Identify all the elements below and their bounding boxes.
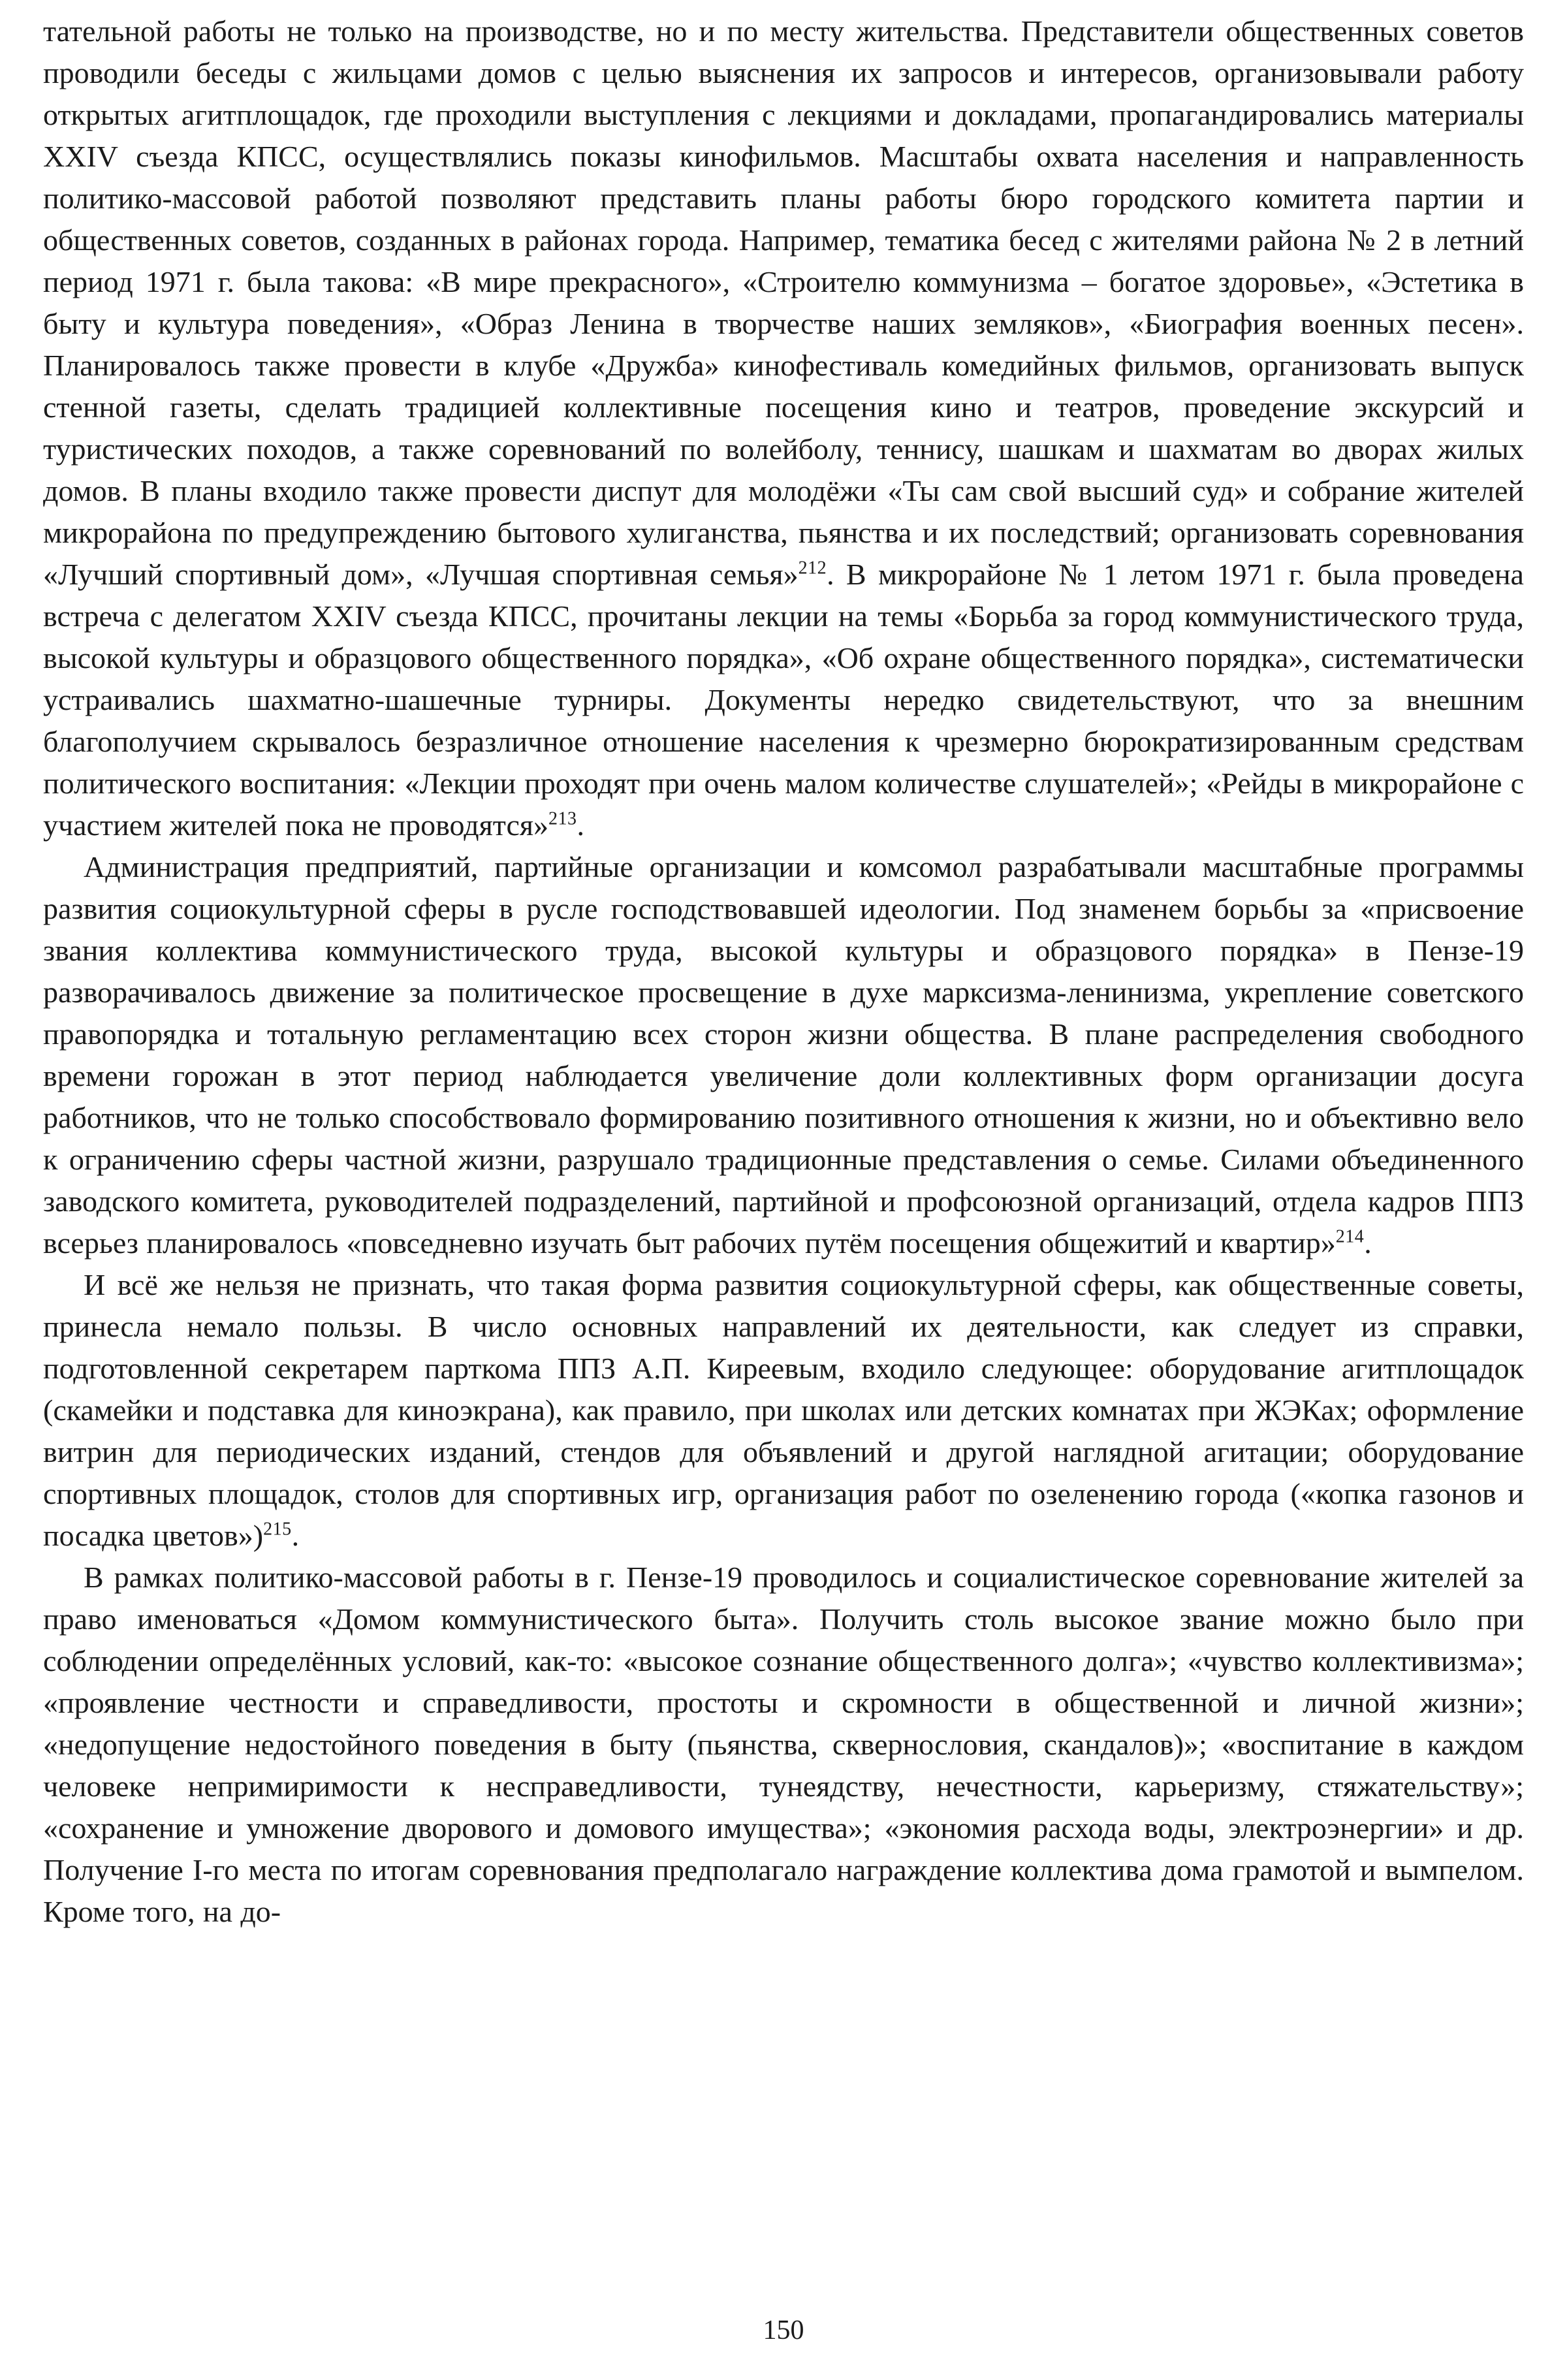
page-number: 150 [763,2315,804,2345]
paragraph-text: . [577,808,585,842]
paragraph-3 [43,1264,1524,1557]
paragraph-text: . В микрорайоне № 1 летом 1971 г. была проведена встреча с делегатом XXIV съезда КПСС, прочитаны лекции на темы «Борьба за город коммунистического труда, высокой культуры и образцового общественного порядка», «Об охране общественного порядка», систематически устраивались шахматно-шашечные турниры. Документы нередко свидетельствуют, что за внешним благополучием скрывалось безразличное отношение населения к чрезмерно бюрократизированным средствам политического воспитания: «Лекции проходят при очень малом количестве слушателей»; «Рейды в микрорайоне с участием жителей пока не проводятся» [43,558,1524,842]
paragraph-1 [43,10,1524,846]
paragraph-text: тательной работы не только на производстве, но и по месту жительства. Представители общественных советов проводили беседы с жильцами домов с целью выяснения их запросов и интересов, организовывали работу открытых агитплощадок, где проходили выступления с лекциями и докладами, пропагандировались материалы XXIV съезда КПСС, осуществлялись показы кинофильмов. Масштабы охвата населения и направленность политико-массовой работой позволяют представить планы работы бюро городского комитета партии и общественных советов, созданных в районах города. Например, тематика бесед с жителями района № 2 в летний период 1971 г. была такова: «В мире прекрасного», «Строителю коммунизма – богатое здоровье», «Эстетика в быту и культура поведения», «Образ Ленина в творчестве наших земляков», «Биография военных песен». Планировалось также провести в клубе «Дружба» кинофестиваль комедийных фильмов, организовать выпуск стенной газеты, сделать традицией коллективные посещения кино и театров, проведение экскурсий и туристических походов, а также соревнований по волейболу, теннису, шашкам и шахматам во дворах жилых домов. В планы входило также провести диспут для молодёжи «Ты сам свой высший суд» и собрание жителей микрорайона по предупреждению бытового хулиганства, пьянства и их последствий; организовать соревнования «Лучший спортивный дом», «Лучшая спортивная семья» [43,14,1524,591]
footnote-ref-214: 214 [1335,1226,1365,1247]
body-text [43,10,1524,1933]
paragraph-text: И всё же нельзя не признать, что такая форма развития социокультурной сферы, как общественные советы, принесла немало пользы. В число основных направлений их деятельности, как следует из справки, подготовленной секретарем парткома ППЗ А.П. Киреевым, входило следующее: оборудование агитплощадок (скамейки и подставка для киноэкрана), как правило, при школах или детских комнатах при ЖЭКах; оформление витрин для периодических изданий, стендов для объявлений и другой наглядной агитации; оборудование спортивных площадок, столов для спортивных игр, организация работ по озеленению города («копка газонов и посадка цветов») [43,1268,1524,1552]
footnote-ref-213: 213 [548,808,577,829]
footnote-ref-212: 212 [798,558,827,579]
paragraph-text: Администрация предприятий, партийные организации и комсомол разрабатывали масштабные программы развития социокультурной сферы в русле господствовавшей идеологии. Под знаменем борьбы за «присвоение звания коллектива коммунистического труда, высокой культуры и образцового порядка» в Пензе-19 разворачивалось движение за политическое просвещение в духе марксизма-ленинизма, укрепление советского правопорядка и тотальную регламентацию всех сторон жизни общества. В плане распределения свободного времени горожан в этот период наблюдается увеличение доли коллективных форм организации досуга работников, что не только способствовало формированию позитивного отношения к жизни, но и объективно вело к ограничению сферы частной жизни, разрушало традиционные представления о семье. Силами объединенного заводского комитета, руководителей подразделений, партийной и профсоюзной организаций, отдела кадров ППЗ всерьез планировалось «повседневно изучать быт рабочих путём посещения общежитий и квартир» [43,850,1524,1260]
paragraph-4 [43,1557,1524,1933]
paragraph-text: В рамках политико-массовой работы в г. Пензе-19 проводилось и социалистическое соревнование жителей за право именоваться «Домом коммунистического быта». Получить столь высокое звание можно было при соблюдении определённых условий, как-то: «высокое сознание общественного долга»; «чувство коллективизма»; «проявление честности и справедливости, простоты и скромности в общественной и личной жизни»; «недопущение недостойного поведения в быту (пьянства, сквернословия, скандалов)»; «воспитание в каждом человеке непримиримости к несправедливости, тунеядству, нечестности, карьеризму, стяжательству»; «сохранение и умножение дворового и домового имущества»; «экономия расхода воды, электроэнергии» и др. Получение I-го места по итогам соревнования предполагало награждение коллектива дома грамотой и вымпелом. Кроме того, на до- [43,1561,1524,1928]
paragraph-text: . [291,1519,300,1552]
paragraph-text: . [1364,1226,1372,1260]
footnote-ref-215: 215 [263,1519,292,1540]
paragraph-2 [43,846,1524,1264]
